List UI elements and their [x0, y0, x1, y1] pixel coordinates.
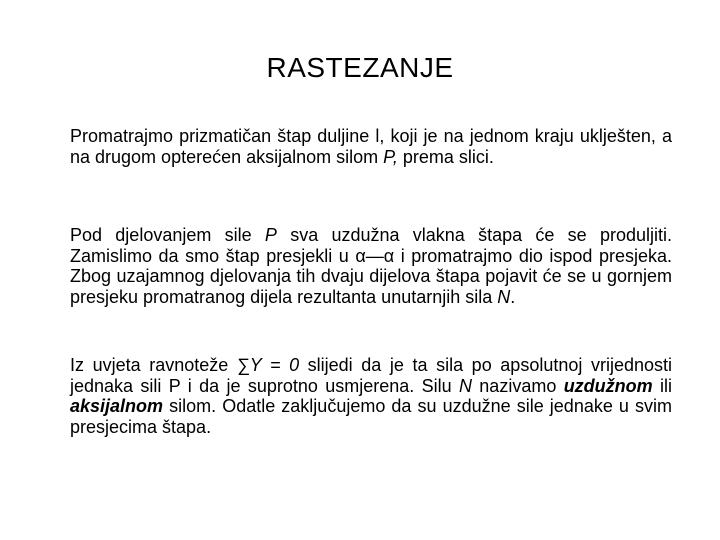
- paragraph-equilibrium-text-2: slijedi da je ta sila po apsolutnoj vrijednosti jednaka sili P i da je suprotno usmjerena. Silu: [70, 355, 672, 396]
- term-uzduzna: uzdužnom: [563, 375, 653, 396]
- slide-title: RASTEZANJE: [266, 52, 454, 83]
- term-aksijalna: aksijalnom: [70, 396, 164, 416]
- paragraph-equilibrium: [70, 355, 672, 437]
- paragraph-intro: [70, 126, 672, 167]
- paragraph-equilibrium-text-3: nazivamo: [471, 375, 564, 396]
- paragraph-deformation-text: Pod djelovanjem sile: [70, 225, 265, 245]
- paragraph-deformation-text-mid: sva uzdužna vlakna štapa će se produljiti. Zamislimo da smo štap presjekli u α—α i promatrajmo dio ispod presjeka. Zbog uzajamnog djelovanja tih dvaju dijelova štapa pojavit će se u gornjem presjeku promatranog dijela rezultanta unutarnjih sila: [70, 225, 672, 307]
- paragraph-intro-text-end: prema slici.: [397, 146, 494, 167]
- paragraph-equilibrium-text-5: silom. Odatle zaključujemo da su uzdužne sile jednake u svim presjecima štapa.: [70, 396, 672, 437]
- paragraph-deformation-text-end: .: [510, 286, 516, 307]
- force-symbol-n: N: [458, 375, 472, 396]
- resultant-symbol-n: N: [497, 286, 511, 307]
- paragraph-equilibrium-text: Iz uvjeta ravnoteže: [70, 355, 237, 375]
- force-symbol-p: P,: [383, 146, 398, 167]
- paragraph-equilibrium-text-4: ili: [652, 375, 673, 396]
- equilibrium-equation: ∑Y = 0: [236, 355, 300, 375]
- paragraph-intro-text: Promatrajmo prizmatičan štap duljine l, koji je na jednom kraju uklješten, a na drugom opterećen aksijalnom silom: [70, 126, 672, 167]
- paragraph-deformation: [70, 225, 672, 307]
- force-symbol-p: P: [264, 225, 277, 245]
